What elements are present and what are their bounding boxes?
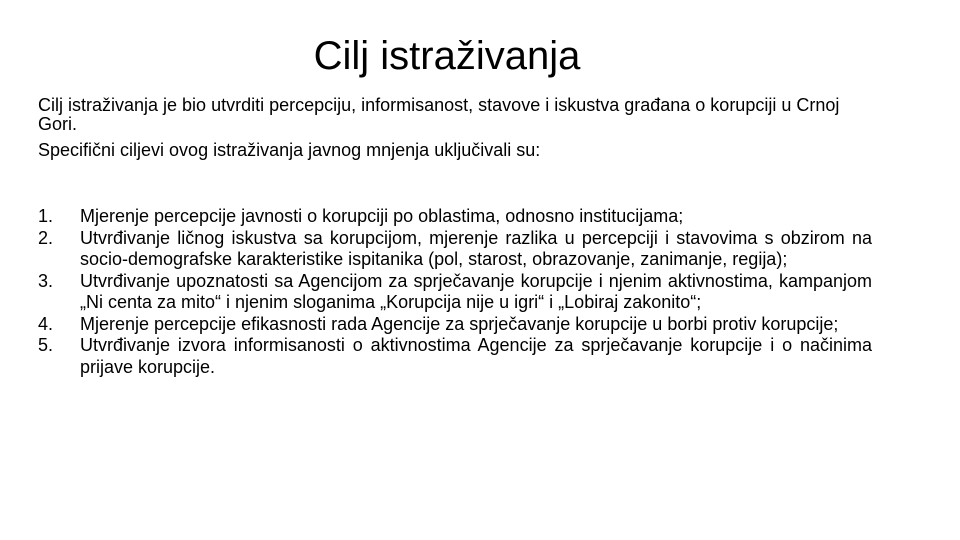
- objectives-list: [38, 206, 872, 378]
- slide-title: Cilj istraživanja: [313, 34, 581, 78]
- list-item: [38, 271, 872, 314]
- list-item-number: 2.: [38, 227, 54, 248]
- intro-paragraph: Specifični ciljevi ovog istraživanja javnog mnjenja uključivali su:: [38, 140, 541, 160]
- list-item-number: 5.: [38, 335, 54, 355]
- list-item-text: Utvrđivanje ličnog iskustva sa korupcijom, mjerenje razlika u percepciji i stavovima s obzirom na socio-demografske karakteristike ispitanika (pol, starost, obrazovanje, zanimanje, regija);: [80, 227, 872, 269]
- intro-text: [38, 96, 878, 167]
- list-item-number: 3.: [38, 270, 54, 291]
- intro-paragraph: Cilj istraživanja je bio utvrditi percepciju, informisanost, stavove i iskustva građana o korupciji u Crnoj Gori.: [38, 95, 840, 134]
- list-item-text: Mjerenje percepcije javnosti o korupciji po oblastima, odnosno institucijama;: [80, 206, 684, 226]
- list-item: [38, 335, 872, 378]
- list-item: [38, 314, 872, 336]
- list-item: [38, 206, 872, 228]
- list-item-text: Utvrđivanje upoznatosti sa Agencijom za sprječavanje korupcije i njenim aktivnostima, kampanjom „Ni centa za mito“ i njenim sloganima „Korupcija nije u igri“ i „Lobiraj zakonito“;: [80, 270, 872, 312]
- list-item-text: Mjerenje percepcije efikasnosti rada Agencije za sprječavanje korupcije u borbi protiv korupcije;: [80, 313, 839, 334]
- list-item: [38, 228, 872, 271]
- list-item-number: 1.: [38, 206, 54, 226]
- list-item-number: 4.: [38, 313, 54, 334]
- list-item-text: Utvrđivanje izvora informisanosti o aktivnostima Agencije za sprječavanje korupcije i o načinima prijave korupcije.: [80, 335, 872, 377]
